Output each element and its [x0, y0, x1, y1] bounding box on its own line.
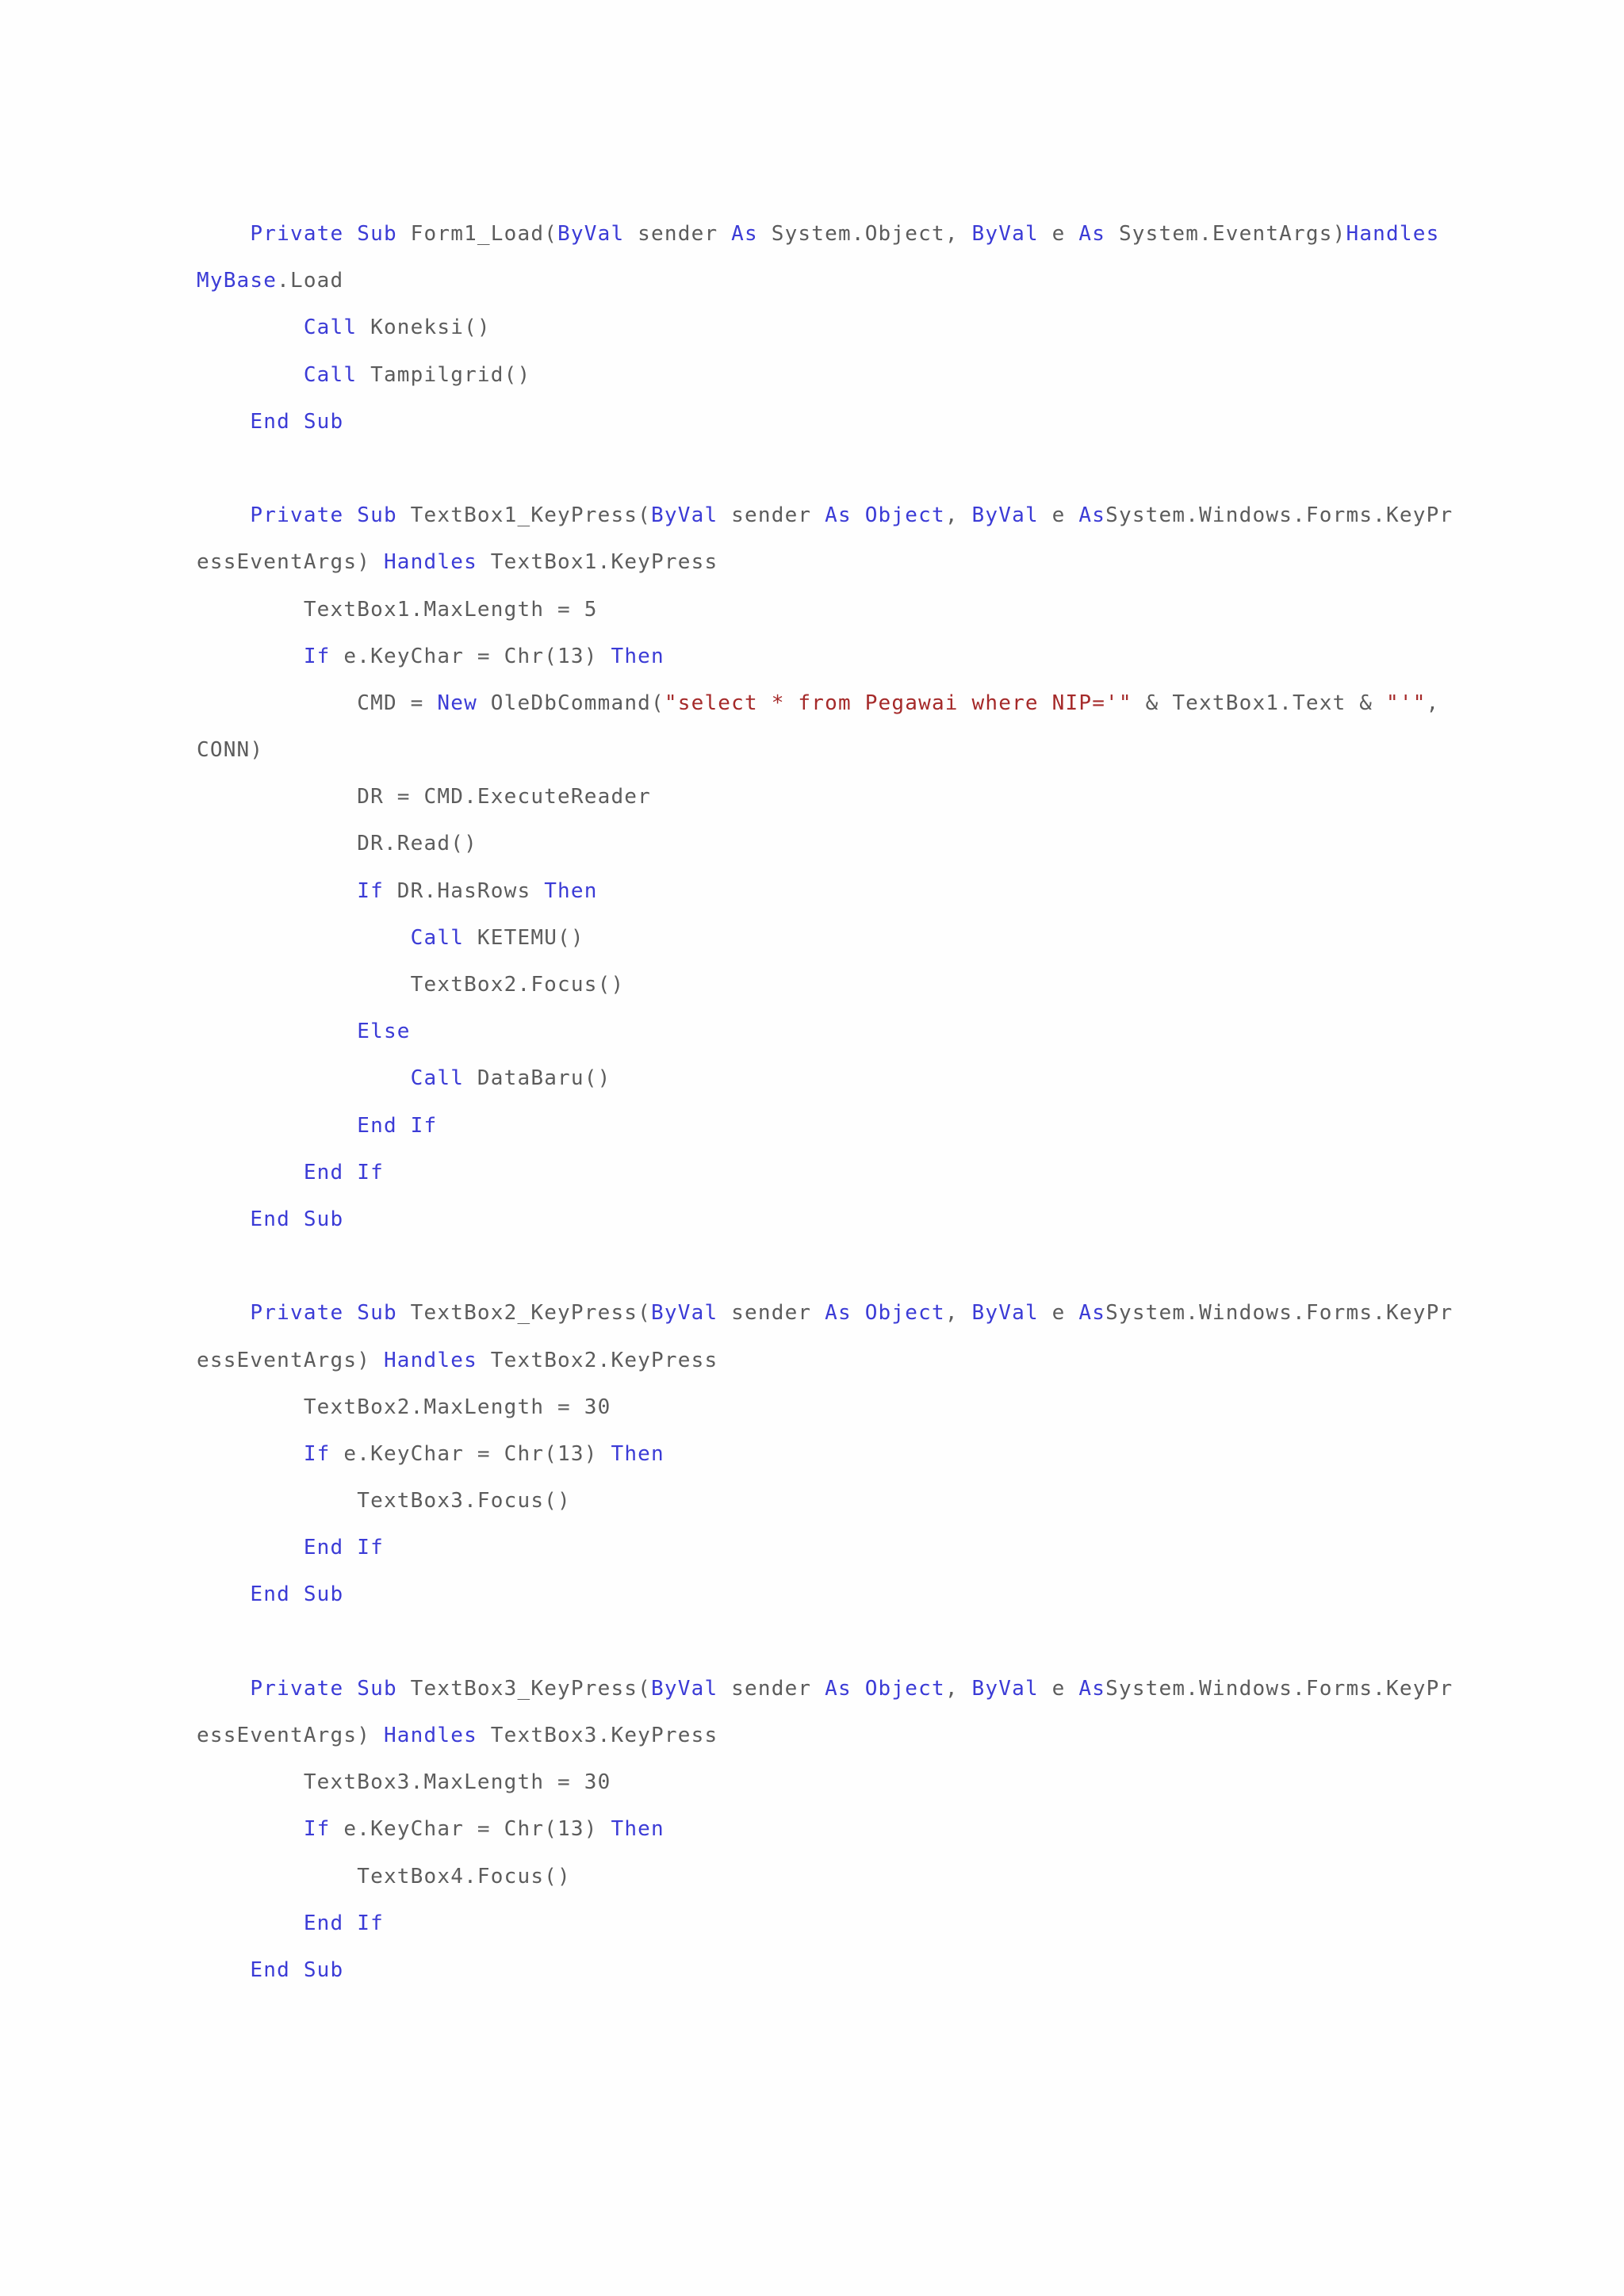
code-keyword: As	[1078, 222, 1106, 246]
code-line	[197, 1947, 1434, 1994]
code-text: e.KeyChar = Chr(13)	[330, 644, 611, 668]
code-text: & TextBox1.Text &	[1132, 691, 1386, 715]
code-keyword: Private Sub	[197, 503, 411, 528]
code-text: e	[1038, 222, 1079, 246]
code-text: KETEMU()	[464, 925, 584, 950]
code-string: "'"	[1385, 691, 1427, 715]
code-line	[197, 727, 1434, 774]
code-text: TextBox3.KeyPress	[477, 1724, 718, 1747]
code-text: Tampilgrid()	[357, 362, 531, 387]
code-keyword: Handles	[383, 1724, 477, 1747]
code-line	[197, 821, 1434, 867]
code-text: TextBox2.KeyPress	[477, 1348, 718, 1372]
code-keyword: End If	[197, 1113, 438, 1138]
code-line	[197, 1150, 1434, 1196]
code-line	[197, 633, 1434, 680]
code-keyword: MyBase	[197, 269, 278, 293]
code-text: essEventArgs)	[197, 550, 384, 575]
code-text: ,	[944, 1676, 972, 1701]
code-text: TextBox3.Focus()	[197, 1489, 571, 1513]
code-text: System.Windows.Forms.KeyPr	[1105, 1676, 1454, 1701]
code-keyword: If	[197, 878, 384, 903]
code-line	[197, 211, 1440, 258]
code-text: ,	[944, 503, 972, 528]
code-keyword: ByVal	[557, 222, 625, 246]
code-text: ,	[1426, 691, 1440, 715]
code-text: DR.HasRows	[383, 878, 545, 903]
code-line	[197, 680, 1440, 727]
code-keyword: Then	[611, 1441, 665, 1466]
code-line	[197, 1525, 1434, 1571]
code-listing	[197, 211, 1454, 1994]
code-keyword: End If	[197, 1911, 384, 1935]
code-keyword: Handles	[1346, 222, 1440, 246]
code-text: TextBox1.MaxLength = 5	[197, 597, 598, 622]
code-line	[197, 1103, 1434, 1150]
code-line	[197, 1712, 1434, 1759]
code-keyword: Handles	[383, 550, 477, 575]
code-text: TextBox3.MaxLength = 30	[197, 1770, 611, 1795]
code-text: sender	[718, 1676, 825, 1701]
code-text: TextBox1.KeyPress	[477, 550, 718, 575]
code-keyword: ByVal	[971, 503, 1039, 528]
code-text: System.Windows.Forms.KeyPr	[1105, 1301, 1454, 1326]
code-line	[197, 492, 1454, 539]
code-text: e	[1038, 1676, 1079, 1701]
code-line	[197, 1571, 1434, 1618]
code-line	[197, 1431, 1434, 1478]
code-line	[197, 1337, 1434, 1384]
code-text: DR = CMD.ExecuteReader	[197, 785, 652, 809]
code-line	[197, 446, 1434, 492]
code-keyword: As	[1078, 1301, 1106, 1326]
code-keyword: Call	[197, 362, 358, 387]
code-text: e	[1038, 503, 1079, 528]
code-text: Form1_Load(	[410, 222, 558, 246]
code-text: essEventArgs)	[197, 1348, 384, 1372]
code-keyword: If	[197, 1441, 331, 1466]
code-line	[197, 1854, 1434, 1900]
code-string: "select * from Pegawai where NIP='"	[664, 691, 1132, 715]
code-keyword: Private Sub	[197, 222, 411, 246]
code-line	[197, 352, 1434, 399]
code-line	[197, 258, 1434, 304]
code-keyword: Call	[197, 925, 465, 950]
code-text: sender	[624, 222, 732, 246]
code-keyword: End Sub	[197, 409, 344, 434]
code-keyword: ByVal	[971, 1676, 1039, 1701]
code-text: CMD =	[197, 691, 438, 715]
code-text: ,	[944, 1301, 972, 1326]
code-keyword: End If	[197, 1536, 384, 1560]
code-line	[197, 774, 1434, 821]
code-line	[197, 868, 1434, 915]
code-text: essEventArgs)	[197, 1724, 384, 1747]
code-text: System.Object,	[757, 222, 972, 246]
code-keyword: ByVal	[651, 1301, 718, 1326]
code-text: e	[1038, 1301, 1079, 1326]
code-text: OleDbCommand(	[477, 691, 665, 715]
code-keyword: End Sub	[197, 1582, 344, 1607]
code-line	[197, 1008, 1434, 1055]
code-line	[197, 1384, 1434, 1431]
code-keyword: End Sub	[197, 1207, 344, 1231]
code-keyword: Private Sub	[197, 1301, 411, 1326]
code-text: e.KeyChar = Chr(13)	[330, 1817, 611, 1842]
code-line	[197, 1478, 1434, 1525]
code-keyword: Call	[197, 316, 358, 340]
code-text: sender	[718, 503, 825, 528]
code-keyword: As	[731, 222, 758, 246]
code-keyword: Call	[197, 1066, 465, 1091]
code-keyword: As Object	[825, 1301, 945, 1326]
code-keyword: As Object	[825, 503, 945, 528]
code-keyword: End Sub	[197, 1957, 344, 1982]
code-keyword: As	[1078, 1676, 1106, 1701]
code-keyword: ByVal	[971, 222, 1039, 246]
code-text: DR.Read()	[197, 832, 477, 856]
code-line	[197, 1055, 1434, 1102]
code-keyword: As Object	[825, 1676, 945, 1701]
code-text: TextBox4.Focus()	[197, 1864, 571, 1888]
code-keyword: Then	[611, 644, 665, 668]
code-line	[197, 539, 1434, 586]
code-line	[197, 1900, 1434, 1947]
code-text: TextBox2.Focus()	[197, 973, 625, 997]
code-text: sender	[718, 1301, 825, 1326]
code-keyword: Else	[197, 1020, 411, 1044]
code-line	[197, 1243, 1434, 1290]
code-keyword: ByVal	[971, 1301, 1039, 1326]
code-keyword: ByVal	[651, 1676, 718, 1701]
code-line	[197, 1666, 1454, 1712]
code-text: TextBox1_KeyPress(	[410, 503, 652, 528]
code-text: TextBox3_KeyPress(	[410, 1676, 652, 1701]
code-text: System.Windows.Forms.KeyPr	[1105, 503, 1454, 528]
code-line	[197, 1290, 1454, 1337]
code-keyword: Private Sub	[197, 1676, 411, 1701]
code-line	[197, 962, 1434, 1008]
code-keyword: Then	[611, 1817, 665, 1842]
code-keyword: If	[197, 1817, 331, 1842]
code-text: .Load	[277, 269, 344, 293]
code-keyword: Handles	[383, 1348, 477, 1372]
code-keyword: New	[437, 691, 477, 715]
code-keyword: If	[197, 644, 331, 668]
code-text: Koneksi()	[357, 316, 491, 340]
code-text: CONN)	[197, 738, 264, 763]
code-text: System.EventArgs)	[1105, 222, 1346, 246]
code-keyword: As	[1078, 503, 1106, 528]
code-line	[197, 1196, 1434, 1243]
code-keyword: ByVal	[651, 503, 718, 528]
code-line	[197, 915, 1434, 962]
code-keyword: End If	[197, 1160, 384, 1184]
code-line	[197, 1806, 1434, 1853]
code-line	[197, 1619, 1434, 1666]
code-line	[197, 399, 1434, 446]
code-text: DataBaru()	[464, 1066, 611, 1091]
code-line	[197, 304, 1434, 351]
code-text: TextBox2.MaxLength = 30	[197, 1395, 611, 1419]
code-line	[197, 587, 1434, 633]
code-text: e.KeyChar = Chr(13)	[330, 1441, 611, 1466]
code-keyword: Then	[544, 878, 598, 903]
code-line	[197, 1759, 1434, 1806]
code-text: TextBox2_KeyPress(	[410, 1301, 652, 1326]
